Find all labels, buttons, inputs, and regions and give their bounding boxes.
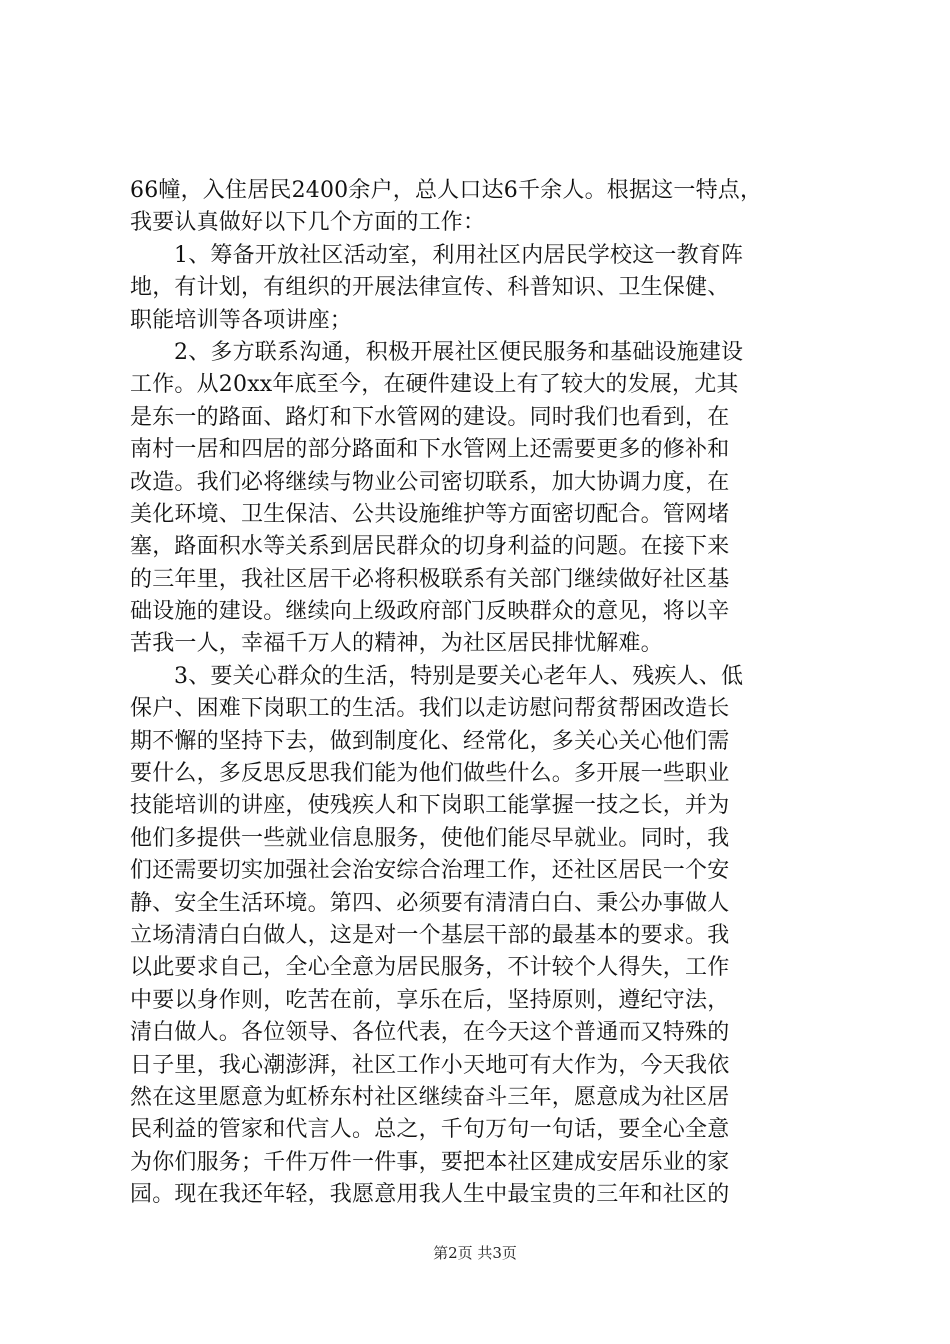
body-text-line: 清白做人。各位领导、各位代表，在今天这个普通而又特殊的 — [130, 1020, 730, 1046]
body-text-line: 我要认真做好以下几个方面的工作： — [130, 210, 486, 236]
body-text-line: 为你们服务；千件万件一件事，要把本社区建成安居乐业的家 — [130, 1149, 730, 1175]
body-text-line: 南村一居和四居的部分路面和下水管网上还需要更多的修补和 — [130, 437, 730, 463]
body-text-line: 3、要关心群众的生活，特别是要关心老年人、残疾人、低 — [174, 663, 744, 689]
body-text-line: 民利益的管家和代言人。总之，千句万句一句话，要全心全意 — [130, 1117, 730, 1143]
body-text-line: 以此要求自己，全心全意为居民服务，不计较个人得失，工作 — [130, 955, 730, 981]
body-text-line: 苦我一人，幸福千万人的精神，为社区居民排忧解难。 — [130, 631, 663, 657]
body-text-line: 然在这里愿意为虹桥东村社区继续奋斗三年，愿意成为社区居 — [130, 1084, 730, 1110]
body-text-line: 园。现在我还年轻，我愿意用我人生中最宝贵的三年和社区的 — [130, 1182, 730, 1208]
body-text-line: 是东一的路面、路灯和下水管网的建设。同时我们也看到，在 — [130, 404, 730, 430]
body-text-line: 改造。我们必将继续与物业公司密切联系，加大协调力度，在 — [130, 469, 730, 495]
body-text-line: 的三年里，我社区居干必将积极联系有关部门继续做好社区基 — [130, 566, 730, 592]
body-text-line: 日子里，我心潮澎湃，社区工作小天地可有大作为，今天我依 — [130, 1052, 730, 1078]
body-text-line: 技能培训的讲座，使残疾人和下岗职工能掌握一技之长，并为 — [130, 793, 730, 819]
body-text-line: 静、安全生活环境。第四、必须要有清清白白、秉公办事做人 — [130, 890, 730, 916]
body-text-line: 础设施的建设。继续向上级政府部门反映群众的意见，将以辛 — [130, 599, 730, 625]
body-text-line: 他们多提供一些就业信息服务，使他们能尽早就业。同时，我 — [130, 825, 730, 851]
body-text-line: 66幢，入住居民2400余户，总人口达6千余人。根据这一特点， — [130, 178, 763, 203]
body-text-line: 工作。从20xx年底至今，在硬件建设上有了较大的发展，尤其 — [130, 372, 739, 398]
document-body — [130, 175, 830, 1212]
body-text-line: 要什么，多反思反思我们能为他们做些什么。多开展一些职业 — [130, 761, 730, 787]
body-text-line: 2、多方联系沟通，积极开展社区便民服务和基础设施建设 — [174, 339, 744, 365]
body-text-line: 塞，路面积水等关系到居民群众的切身利益的问题。在接下来 — [130, 534, 730, 560]
body-text-line: 保户、困难下岗职工的生活。我们以走访慰问帮贫帮困改造长 — [130, 696, 730, 722]
body-text-line: 中要以身作则，吃苦在前，享乐在后，坚持原则，遵纪守法， — [130, 987, 730, 1013]
page-number-footer: 第2页 共3页 — [433, 1244, 517, 1262]
body-text-line: 1、筹备开放社区活动室，利用社区内居民学校这一教育阵 — [174, 242, 744, 268]
body-text-line: 们还需要切实加强社会治安综合治理工作，还社区居民一个安 — [130, 858, 730, 884]
body-text-line: 立场清清白白做人，这是对一个基层干部的最基本的要求。我 — [130, 922, 730, 948]
body-text-line: 地，有计划，有组织的开展法律宣传、科普知识、卫生保健、 — [130, 275, 730, 301]
body-text-line: 美化环境、卫生保洁、公共设施维护等方面密切配合。管网堵 — [130, 501, 730, 527]
body-text-line: 期不懈的坚持下去，做到制度化、经常化，多关心关心他们需 — [130, 728, 730, 754]
body-text-line: 职能培训等各项讲座； — [130, 307, 353, 333]
